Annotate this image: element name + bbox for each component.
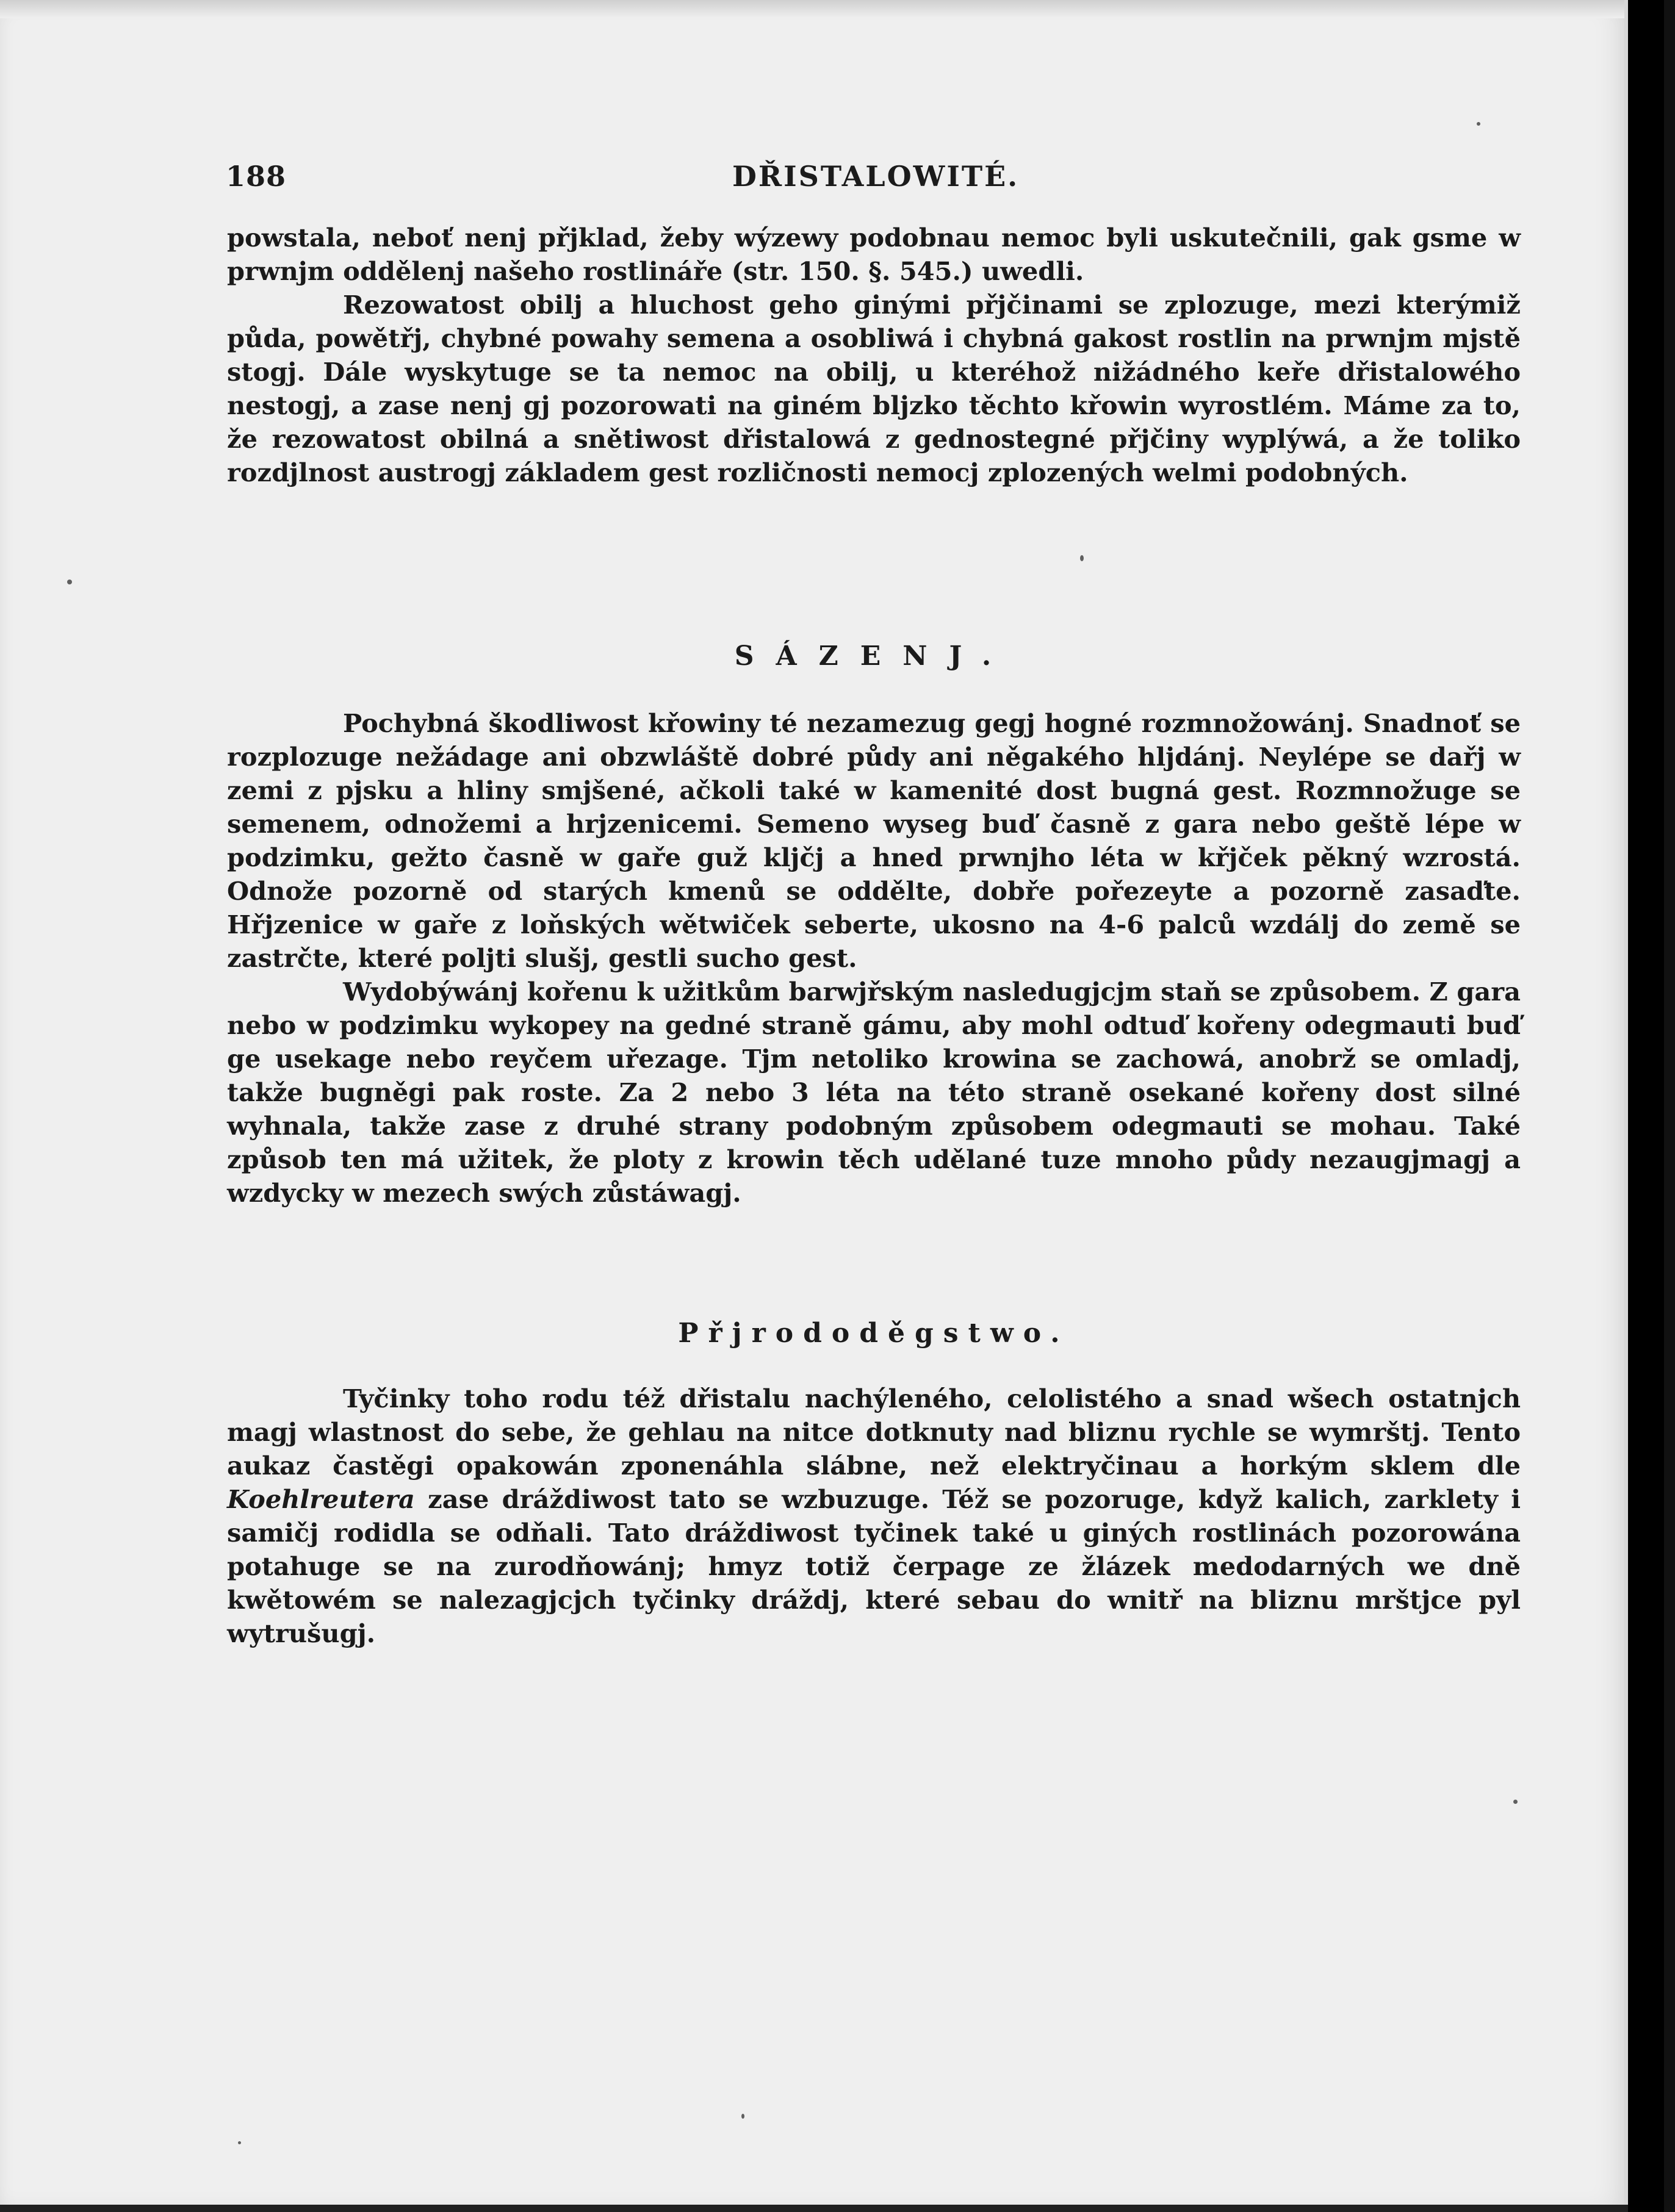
text-block-sazeni [227,706,1521,1210]
binding-gutter [1664,0,1675,2212]
paragraph [227,1382,1521,1650]
running-head: DŘISTALOWITÉ. [732,160,1020,193]
scan-speck [1080,555,1084,561]
text-block-prirodo [227,1382,1521,1650]
paragraph: powstala, neboť nenj přjklad, žeby wýzewy podobnau nemoc byli uskutečnili, gak gsme w prwnjm oddělenj našeho rostlináře (str. 150. §. 545.) uwedli. [227,223,1521,286]
scan-speck [1477,122,1480,126]
scan-speck [67,580,72,584]
page-number: 188 [226,160,287,193]
page-top-edge [0,0,1628,18]
page-right-edge [1624,0,1628,2212]
scan-speck [741,2114,744,2119]
scan-speck [238,2141,241,2144]
page-bottom-edge [0,2205,1628,2212]
page-header [226,160,1495,203]
paragraph: Rezowatost obilj a hluchost geho ginými přjčinami se zplozuge, mezi kterýmiž půda, powětřj, chybné powahy semena a osobliwá i chybná gakost rostlin na prwnjm mjstě stogj. Dále wyskytuge se ta nemoc na obilj, u kteréhož nižádného keře dřistalowého nestogj, a zase nenj gj pozorowati na giném bljzko těchto křowin wyrostlém. Máme za to, že rezowatost obilná a snětiwost dřistalowá z gednostegné přjčiny wyplýwá, a že toliko rozdjlnost austrogj základem gest rozličnosti nemocj zplozených welmi podobných. [227,290,1521,487]
paragraph: Wydobýwánj kořenu k užitkům barwjřským nasledugjcjm staň se způsobem. Z gara nebo w podzimku wykopey na gedné straně gámu, aby mohl odtuď kořeny odegmauti buď ge usekage nebo reyčem uřezage. Tjm netoliko krowina se zachowá, anobrž se omladj, takže bugněgi pak roste. Za 2 nebo 3 léta na této straně osekané kořeny dost silné wyhnala, takže zase z druhé strany podobným způsobem odegmauti se mohau. Také způsob ten má užitek, že ploty z krowin těch udělané tuze mnoho půdy nezaugjmagj a wzdycky w mezech swých zůstáwagj. [227,977,1521,1208]
paragraph: Pochybná škodliwost křowiny té nezamezug gegj hogné rozmnožowánj. Snadnoť se rozplozuge nežádage ani obzwláště dobré půdy ani něgakého hljdánj. Neylépe se dařj w zemi z pjsku a hliny smjšené, ačkoli také w kamenité dost bugná gest. Rozmnožuge se semenem, odnožemi a hrjzenicemi. Semeno wyseg buď časně z gara nebo geště lépe w podzimku, gežto časně w gaře guž kljčj a hned prwnjho léta w křjček pěkný wzrostá. Odnože pozorně od starých kmenů se oddělte, dobře pořezeyte a pozorně zasaďte. Hřjzenice w gaře z loňských wětwiček seberte, ukosno na 4-6 palců wzdálj do země se zastrčte, které poljti slušj, gestli sucho gest. [227,708,1521,973]
section-heading-sazeni: SÁZENJ. [734,641,1014,672]
scan-speck [1513,1800,1518,1804]
paragraph-text-end: zase dráždiwost tato se wzbuzuge. Též se pozoruge, když kalich, zarklety i samičj rodidla se odňali. Tato dráždiwost tyčinek také u giných rostlinách pozorowána potahuge se na zurodňowánj; hmyz totiž čerpage ze žlázek medodarných we dně kwětowém se nalezagjcjch tyčinky dráždj, které sebau do wnitř na bliznu mrštjce pyl wytrušugj. [227,1484,1521,1648]
author-name: Koehlreutera [227,1484,415,1514]
section-heading-prirodo: Přjrododěgstwo. [678,1318,1070,1349]
paragraph-text-start: Tyčinky toho rodu též dřistalu nachýleného, celolistého a snad wšech ostatnjch magj wlastnost do sebe, že gehlau na nitce dotknuty nad bliznu rychle se wymrštj. Tento aukaz častěgi opakowán zponenáhla slábne, než elektryčinau a horkým sklem dle [227,1384,1521,1481]
text-block-intro [227,221,1521,489]
